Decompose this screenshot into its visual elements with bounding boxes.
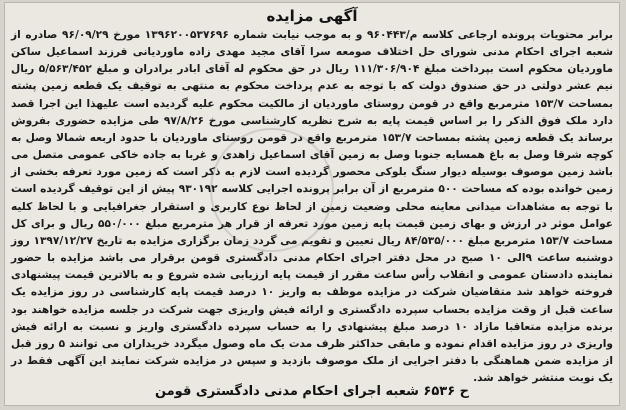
newspaper-clipping: [4, 2, 620, 406]
notice-title: آگهی مزایده: [266, 7, 358, 25]
notice-footer: ح ۶۵۳۶ شعبه اجرای احکام مدنی دادگستری قومن: [154, 384, 470, 399]
notice-body: برابر محتویات پرونده ارجاعی کلاسه م/۹۶۰۴۴۳ و به موجب نیابت شماره ۱۳۹۶۲۰۰۵۳۷۶۹۶ مورخ ۹۶/۰۹/۲۹ صادره از شعبه اجرای احکام مدنی شورای حل اختلاف صومعه سرا آقای مجید مهدی زاده ماوردیانی فرزند اسماعیل ساکن ماوردیان محکوم است بپرداخت مبلغ ۱۱۱/۳۰۶/۹۰۴ ریال در حق محکوم له آقای ابادر برادران و مبلغ ۵/۵۶۳/۴۵۲ ریال نیم عشر دولتی در حق صندوق دولت که با توجه به عدم پرداخت محکوم به منتهی به توقیف یک قطعه زمین پشته بمساحت ۱۵۳/۷ مترمربع واقع در قومن روستای ماوردیان از مالکیت محکوم علیه گردیده است علیهذا این اجرا قصد دارد ملک فوق الذکر را بر اساس قیمت پایه به شرح نظریه کارشناسی مورخ ۹۷/۸/۲۶ طی مزایده حضوری بفروش برساند یک قطعه زمین پشته بمساحت ۱۵۳/۷ مترمربع واقع در قومن روستای ماوردیان با حدود اربعه شمالا وصل به کوچه شرقا وصل به باغ همسایه جنوبا وصل به زمین آقای اسماعیل زاهدی و غربا به جاده خاکی عمومی متصل می باشد زمین موصوف بوسیله دیوار سنگ بلوکی محصور گردیده است لازم به ذکر است که زمین مورد تعرفه بخشی از زمین خوانده بوده که مساحت ۵۰۰ مترمربع از آن برابر پرونده اجرایی کلاسه ۹۳۰۱۹۲ پیش از این توقیف گردیده است با توجه به مشاهدات میدانی معاینه محلی وضعیت زمین از لحاظ نوع کاربری و استقرار جغرافیایی و با لحاظ کلیه عوامل موثر در ارزش و بهای زمین قیمت پایه زمین مورد تعرفه از قرار هر مترمربع مبلغ ۵۵۰/۰۰۰ ریال و برای کل مساحت ۱۵۳/۷ مترمربع مبلغ ۸۴/۵۳۵/۰۰۰ ریال تعیین و تقویم می گردد زمان برگزاری مزایده به تاریخ ۱۳۹۷/۱۲/۲۷ روز دوشنبه ساعت ۹الی ۱۰ صبح در محل دفتر اجرای احکام مدنی دادگستری قومن برقرار می باشد مزایده با حضور نماینده دادستان عمومی و انقلاب رأس ساعت مقرر از قیمت پایه ارزیابی شده شروع و به بالاترین قیمت پیشنهادی فروخته خواهد شد متقاضیان شرکت در مزایده موظف به واریز ۱۰ درصد قیمت پایه کارشناسی در روز مزایده یک ساعت قبل از وقت مزایده بحساب سپرده دادگستری و ارائه فیش واریزی جهت شرکت در جلسه مزایده خواهند بود برنده مزایده متعاقبا مازاد ۱۰ درصد مبلغ پیشنهادی را به حساب سپرده دادگستری واریز و نسبت به ارائه فیش واریزی در روز مزایده اقدام نموده و مابقی حداکثر ظرف مدت یک ماه وصول میگردد خریداران می توانند ۵ روز قبل از مزایده ضمن هماهنگی با دفتر اجرایی از ملک موصوف بازدید و سپس در مزایده شرکت نمایند این آگهی فقط در یک نوبت منتشر خواهد شد.: [11, 29, 614, 385]
